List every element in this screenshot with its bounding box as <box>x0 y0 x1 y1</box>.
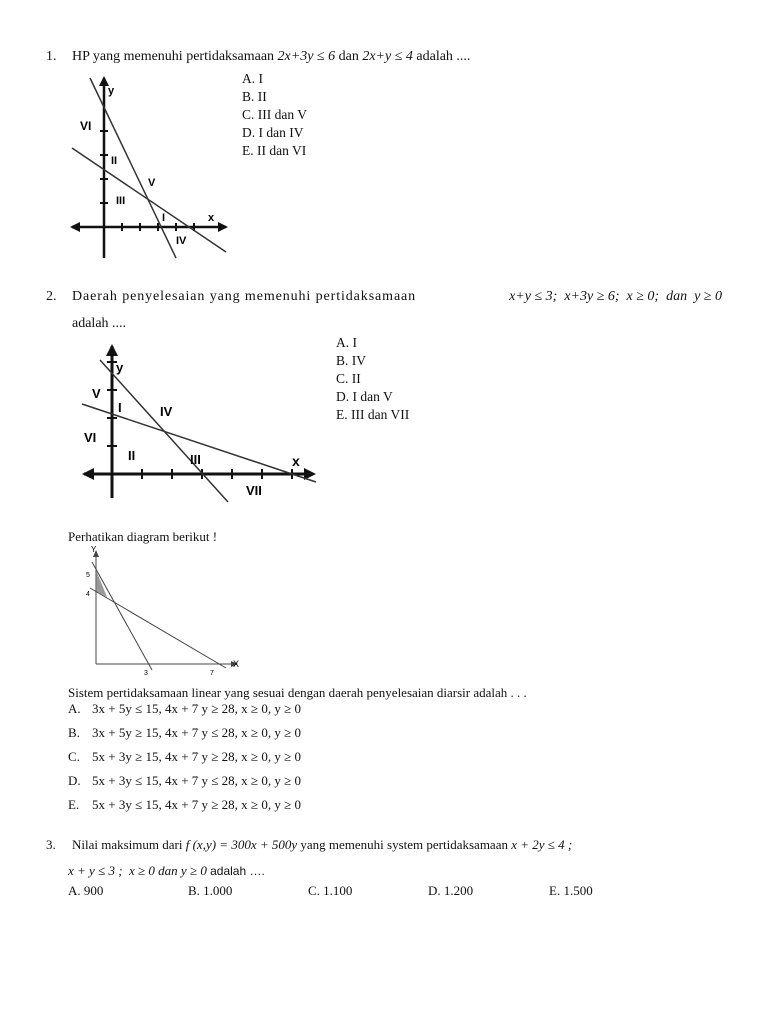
q3-text-lead: Nilai maksimum dari <box>72 837 183 852</box>
q2-ineqs: x+y ≤ 3; x+3y ≥ 6; x ≥ 0; dan y ≥ 0 <box>509 289 722 304</box>
q1-x-arrow <box>218 222 228 232</box>
q2-label-iv: IV <box>160 404 173 419</box>
q2-text-lead: Daerah penyelesaian yang memenuhi pertidaksamaan <box>72 289 417 304</box>
q2-option-e[interactable]: E. III dan VII <box>336 407 410 422</box>
q1-x-arrow-left <box>70 222 80 232</box>
q1-label-ii: II <box>111 155 118 167</box>
diagram-option-a[interactable] <box>68 700 301 724</box>
q1-ticks <box>100 131 194 231</box>
q1-label-iv: IV <box>176 235 187 247</box>
q1-option-d[interactable]: D. I dan IV <box>242 125 304 140</box>
diagram-intro: Perhatikan diagram berikut ! <box>68 529 218 544</box>
q1-ineq1: 2x+3y ≤ 6 <box>277 49 336 64</box>
diagram-option-e-letter: E. <box>68 797 80 812</box>
q1-label-iii: III <box>116 195 126 207</box>
q3-option-c[interactable]: C. 1.100 <box>308 883 353 898</box>
diagram-label-7: 7 <box>210 670 214 677</box>
diagram-option-b-text: 3x + 5y ≥ 15, 4x + 7 y ≤ 28, x ≥ 0, y ≥ 0 <box>92 725 301 740</box>
diagram-option-c-text: 5x + 3y ≥ 15, 4x + 7 y ≥ 28, x ≥ 0, y ≥ 0 <box>92 749 301 764</box>
q1-option-a[interactable]: A. I <box>242 71 263 86</box>
q2-label-i: I <box>118 400 122 415</box>
diagram-label-y: Y <box>91 545 97 554</box>
q3-ineq: x + 2y ≤ 4 ; <box>511 837 573 852</box>
diagram-option-a-letter: A. <box>68 701 81 716</box>
q3-line2-ineq: x + y ≤ 3 ; x ≥ 0 dan y ≥ 0 <box>68 863 207 878</box>
q1-text <box>72 48 470 66</box>
q1-number: 1. <box>46 49 57 64</box>
diagram-option-a-text: 3x + 5y ≤ 15, 4x + 7 y ≥ 28, x ≥ 0, y ≥ 0 <box>92 701 301 716</box>
q1-label-v: V <box>148 177 156 189</box>
q3-line2 <box>68 862 265 880</box>
q2-label-ii: II <box>128 448 136 463</box>
q3-text <box>72 836 572 853</box>
q3-number: 3. <box>46 837 56 852</box>
q2-option-d[interactable]: D. I dan V <box>336 389 393 404</box>
q2-label-iii: III <box>190 452 201 467</box>
q3-text2: yang memenuhi system pertidaksamaan <box>300 837 508 852</box>
q2-option-b[interactable]: B. IV <box>336 353 366 368</box>
q3-option-a[interactable]: A. 900 <box>68 883 104 898</box>
q1-label-x: x <box>208 212 215 224</box>
q2-number: 2. <box>46 289 57 304</box>
q1-option-e[interactable]: E. II dan VI <box>242 143 307 158</box>
q2-text2: adalah .... <box>72 316 127 331</box>
q1-label-i: I <box>162 212 166 224</box>
diagram-question: Sistem pertidaksamaan linear yang sesuai dengan daerah penyelesaian diarsir adalah . . . <box>68 685 527 700</box>
diagram-label-5: 5 <box>86 572 90 579</box>
diagram-option-c-letter: C. <box>68 749 80 764</box>
q3-line2-after: adalah …. <box>210 864 265 878</box>
q1-label-y: y <box>108 85 115 97</box>
q2-label-vii: VII <box>246 483 262 498</box>
q2-label-y: y <box>116 360 124 375</box>
q3-option-d[interactable]: D. 1.200 <box>428 883 474 898</box>
diagram-options <box>68 700 301 820</box>
q2-options <box>336 334 409 424</box>
diagram-label-4: 4 <box>86 591 90 598</box>
q3-option-e[interactable]: E. 1.500 <box>549 883 593 898</box>
q1-graph <box>68 74 230 262</box>
diagram-option-b-letter: B. <box>68 725 80 740</box>
diagram-label-x: X <box>233 659 240 669</box>
diagram-option-e-text: 5x + 3y ≤ 15, 4x + 7 y ≥ 28, x ≥ 0, y ≥ 0 <box>92 797 301 812</box>
q2-option-a[interactable]: A. I <box>336 335 357 350</box>
q2-text <box>72 288 722 306</box>
q3-func: f (x,y) = 300x + 500y <box>185 837 298 852</box>
diagram-graph <box>80 544 242 680</box>
diagram-option-c[interactable] <box>68 748 301 772</box>
q1-line-shallow <box>72 148 226 252</box>
diagram-option-d-letter: D. <box>68 773 81 788</box>
q2-y-arrow <box>106 344 118 356</box>
q1-option-b[interactable]: B. II <box>242 89 267 104</box>
q1-label-vi: VI <box>80 119 92 133</box>
q1-dan: dan <box>338 49 359 64</box>
diagram-line-5x3y <box>92 562 152 670</box>
q2-graph <box>80 342 320 510</box>
diagram-line-4x7y <box>90 588 226 668</box>
diagram-option-b[interactable] <box>68 724 301 748</box>
q1-options <box>242 70 307 160</box>
q2-label-x: x <box>292 453 300 469</box>
q1-text-before: HP yang memenuhi pertidaksamaan <box>72 49 275 64</box>
q2-label-v: V <box>92 386 101 401</box>
diagram-option-d[interactable] <box>68 772 301 796</box>
q2-option-c[interactable]: C. II <box>336 371 361 386</box>
q2-label-vi: VI <box>84 430 97 445</box>
q1-option-c[interactable]: C. III dan V <box>242 107 307 122</box>
q3-option-b[interactable]: B. 1.000 <box>188 883 233 898</box>
diagram-option-d-text: 5x + 3y ≤ 15, 4x + 7 y ≤ 28, x ≥ 0, y ≥ 0 <box>92 773 301 788</box>
q2-x-arrow-left <box>82 468 94 480</box>
diagram-label-3: 3 <box>144 670 148 677</box>
q1-ineq2: 2x+y ≤ 4 <box>362 49 413 64</box>
diagram-option-e[interactable] <box>68 796 301 820</box>
q1-text-after: adalah .... <box>416 49 471 64</box>
